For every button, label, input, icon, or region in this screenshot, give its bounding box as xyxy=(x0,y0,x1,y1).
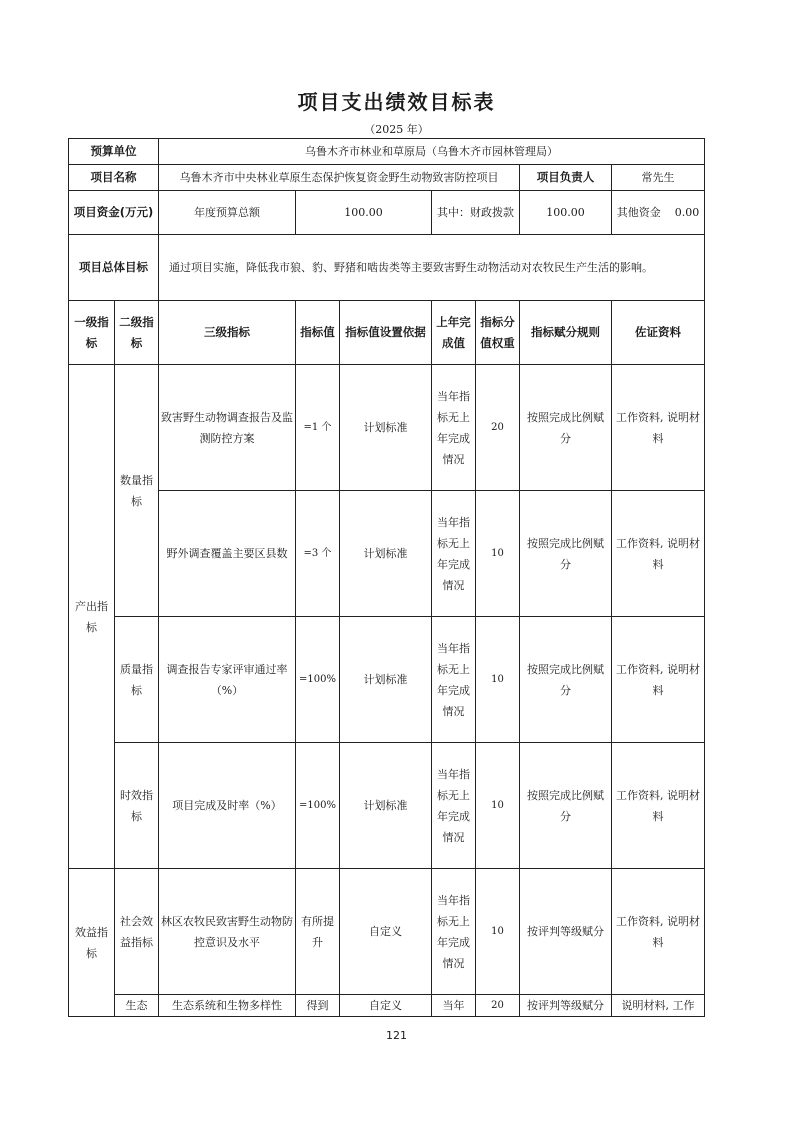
year-label: （2025 年） xyxy=(364,123,429,136)
value-cell: =100% xyxy=(296,743,340,869)
project-owner-label: 项目负责人 xyxy=(520,165,612,191)
weight-cell: 10 xyxy=(476,617,520,743)
table-row xyxy=(69,869,705,995)
project-name-label: 项目名称 xyxy=(69,165,159,191)
header-basis: 指标值设置依据 xyxy=(340,301,432,365)
budget-unit-label: 预算单位 xyxy=(69,139,159,165)
fiscal-label: 其中：财政拨款 xyxy=(432,191,520,235)
rule-cell: 按评判等级赋分 xyxy=(520,869,612,995)
quantity-indicator-cell: 数量指标 xyxy=(115,365,159,617)
basis-cell: 计划标准 xyxy=(340,365,432,491)
prev-cell: 当年指标无上年完成情况 xyxy=(432,491,476,617)
header-evidence: 佐证资料 xyxy=(612,301,705,365)
table-row xyxy=(69,995,705,1017)
basis-cell: 自定义 xyxy=(340,995,432,1017)
other-funds-label: 其他资金 xyxy=(616,206,661,219)
basis-cell: 计划标准 xyxy=(340,617,432,743)
performance-table xyxy=(68,138,705,1017)
third-level-cell: 致害野生动物调查报告及监测防控方案 xyxy=(159,365,296,491)
goal-row xyxy=(69,235,705,301)
benefit-indicator-cell: 效益指标 xyxy=(69,869,115,1017)
other-funds-cell xyxy=(612,191,705,235)
table-row xyxy=(69,365,705,491)
header-value: 指标值 xyxy=(296,301,340,365)
header-level1: 一级指标 xyxy=(69,301,115,365)
prev-cell: 当年指标无上年完成情况 xyxy=(432,743,476,869)
budget-unit-value: 乌鲁木齐市林业和草原局（乌鲁木齐市园林管理局） xyxy=(159,139,705,165)
value-cell: 有所提升 xyxy=(296,869,340,995)
rule-cell: 按照完成比例赋分 xyxy=(520,491,612,617)
other-funds-value: 0.00 xyxy=(674,206,700,219)
basis-cell: 自定义 xyxy=(340,869,432,995)
evidence-cell: 说明材料, 工作 xyxy=(612,995,705,1017)
evidence-cell: 工作资料, 说明材料 xyxy=(612,869,705,995)
goal-text: 通过项目实施，降低我市狼、豹、野猪和啮齿类等主要致害野生动物活动对农牧民生产生活的影响。 xyxy=(159,235,705,301)
rule-cell: 按评判等级赋分 xyxy=(520,995,612,1017)
value-cell: =3 个 xyxy=(296,491,340,617)
prev-cell: 当年指标无上年完成情况 xyxy=(432,365,476,491)
budget-unit-row xyxy=(69,139,705,165)
third-level-cell: 林区农牧民致害野生动物防控意识及水平 xyxy=(159,869,296,995)
prev-cell: 当年指标无上年完成情况 xyxy=(432,869,476,995)
output-indicator-cell: 产出指标 xyxy=(69,365,115,869)
annual-budget-label: 年度预算总额 xyxy=(159,191,296,235)
fiscal-value: 100.00 xyxy=(520,191,612,235)
evidence-cell: 工作资料, 说明材料 xyxy=(612,743,705,869)
rule-cell: 按照完成比例赋分 xyxy=(520,365,612,491)
weight-cell: 10 xyxy=(476,491,520,617)
page-number: 121 xyxy=(386,1029,407,1042)
basis-cell: 计划标准 xyxy=(340,743,432,869)
header-row xyxy=(69,301,705,365)
weight-cell: 20 xyxy=(476,995,520,1017)
header-prev: 上年完成值 xyxy=(432,301,476,365)
weight-cell: 10 xyxy=(476,743,520,869)
project-name-value: 乌鲁木齐市中央林业草原生态保护恢复资金野生动物致害防控项目 xyxy=(159,165,520,191)
table-row xyxy=(69,743,705,869)
header-weight: 指标分值权重 xyxy=(476,301,520,365)
project-owner-value: 常先生 xyxy=(612,165,705,191)
funds-row xyxy=(69,191,705,235)
eco-benefit-cell: 生态 xyxy=(115,995,159,1017)
weight-cell: 20 xyxy=(476,365,520,491)
header-level2: 二级指标 xyxy=(115,301,159,365)
basis-cell: 计划标准 xyxy=(340,491,432,617)
value-cell: =100% xyxy=(296,617,340,743)
evidence-cell: 工作资料, 说明材料 xyxy=(612,365,705,491)
third-level-cell: 生态系统和生物多样性 xyxy=(159,995,296,1017)
third-level-cell: 项目完成及时率（%） xyxy=(159,743,296,869)
rule-cell: 按照完成比例赋分 xyxy=(520,743,612,869)
timeliness-indicator-cell: 时效指标 xyxy=(115,743,159,869)
value-cell: 得到 xyxy=(296,995,340,1017)
rule-cell: 按照完成比例赋分 xyxy=(520,617,612,743)
weight-cell: 10 xyxy=(476,869,520,995)
funds-label: 项目资金(万元) xyxy=(69,191,159,235)
header-level3: 三级指标 xyxy=(159,301,296,365)
quality-indicator-cell: 质量指标 xyxy=(115,617,159,743)
table-row xyxy=(69,491,705,617)
header-rule: 指标赋分规则 xyxy=(520,301,612,365)
prev-cell: 当年指标无上年完成情况 xyxy=(432,617,476,743)
social-benefit-cell: 社会效益指标 xyxy=(115,869,159,995)
goal-label: 项目总体目标 xyxy=(69,235,159,301)
evidence-cell: 工作资料, 说明材料 xyxy=(612,617,705,743)
project-name-row xyxy=(69,165,705,191)
page-title: 项目支出绩效目标表 xyxy=(297,90,496,114)
evidence-cell: 工作资料, 说明材料 xyxy=(612,491,705,617)
prev-cell: 当年 xyxy=(432,995,476,1017)
third-level-cell: 调查报告专家评审通过率（%） xyxy=(159,617,296,743)
value-cell: =1 个 xyxy=(296,365,340,491)
third-level-cell: 野外调查覆盖主要区县数 xyxy=(159,491,296,617)
table-row xyxy=(69,617,705,743)
annual-budget-value: 100.00 xyxy=(296,191,432,235)
